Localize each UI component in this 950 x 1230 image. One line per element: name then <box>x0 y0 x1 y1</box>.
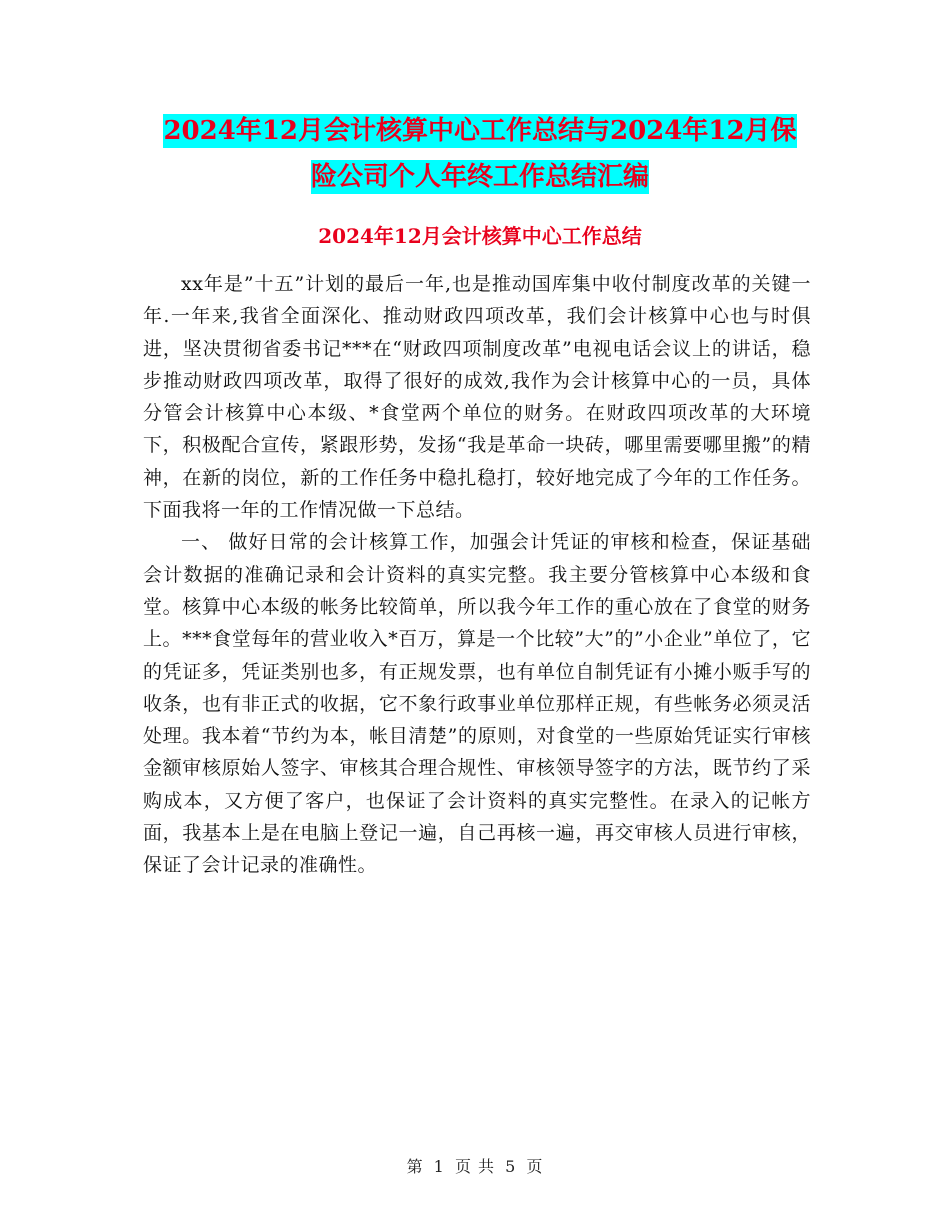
page-label-suffix: 页 <box>526 1157 544 1176</box>
document-title <box>140 108 820 200</box>
document-body <box>143 268 811 882</box>
title-line-2: 险公司个人年终工作总结汇编 <box>310 162 649 192</box>
paragraph-section-one: 一、 做好日常的会计核算工作，加强会计凭证的审核和检查，保证基础会计数据的准确记录和会计资料的真实完整。我主要分管核算中心本级和食堂。核算中心本级的帐务比较简单，所以我今年工作的重心放在了食堂的财务上。***食堂每年的营业收入*百万，算是一个比较”大”的”小企业”单位了，它的凭证多，凭证类别也多，有正规发票，也有单位自制凭证有小摊小贩手写的收条，也有非正式的收据，它不象行政事业单位那样正规，有些帐务必须灵活处理。我本着“节约为本，帐目清楚”的原则，对食堂的一些原始凭证实行审核金额审核原始人签字、审核其合理合规性、审核领导签字的方法，既节约了采购成本，又方便了客户，也保证了会计资料的真实完整性。在录入的记帐方面，我基本上是在电脑上登记一遍，自己再核一遍，再交审核人员进行审核，保证了会计记录的准确性。 <box>143 531 811 877</box>
paragraph-intro: xx年是”十五”计划的最后一年,也是推动国库集中收付制度改革的关键一年.一年来,我省全面深化、推动财政四项改革，我们会计核算中心也与时俱进，坚决贯彻省委书记***在“财政四项制度改革”电视电话会议上的讲话，稳步推动财政四项改革，取得了很好的成效,我作为会计核算中心的一员，具体分管会计核算中心本级、*食堂两个单位的财务。在财政四项改革的大环境下，积极配合宣传，紧跟形势，发扬“我是革命一块砖，哪里需要哪里搬”的精神，在新的岗位，新的工作任务中稳扎稳打，较好地完成了今年的工作任务。下面我将一年的工作情况做一下总结。 <box>143 273 811 522</box>
page-label-prefix: 第 <box>406 1157 424 1176</box>
section-title: 2024年12月会计核算中心工作总结 <box>318 224 642 248</box>
total-pages-number: 5 <box>505 1157 517 1176</box>
current-page-number: 1 <box>433 1157 445 1176</box>
page-footer <box>0 1154 950 1177</box>
page-label-mid: 页 共 <box>454 1157 496 1176</box>
title-line-1: 2024年12月会计核算中心工作总结与2024年12月保 <box>163 116 797 146</box>
